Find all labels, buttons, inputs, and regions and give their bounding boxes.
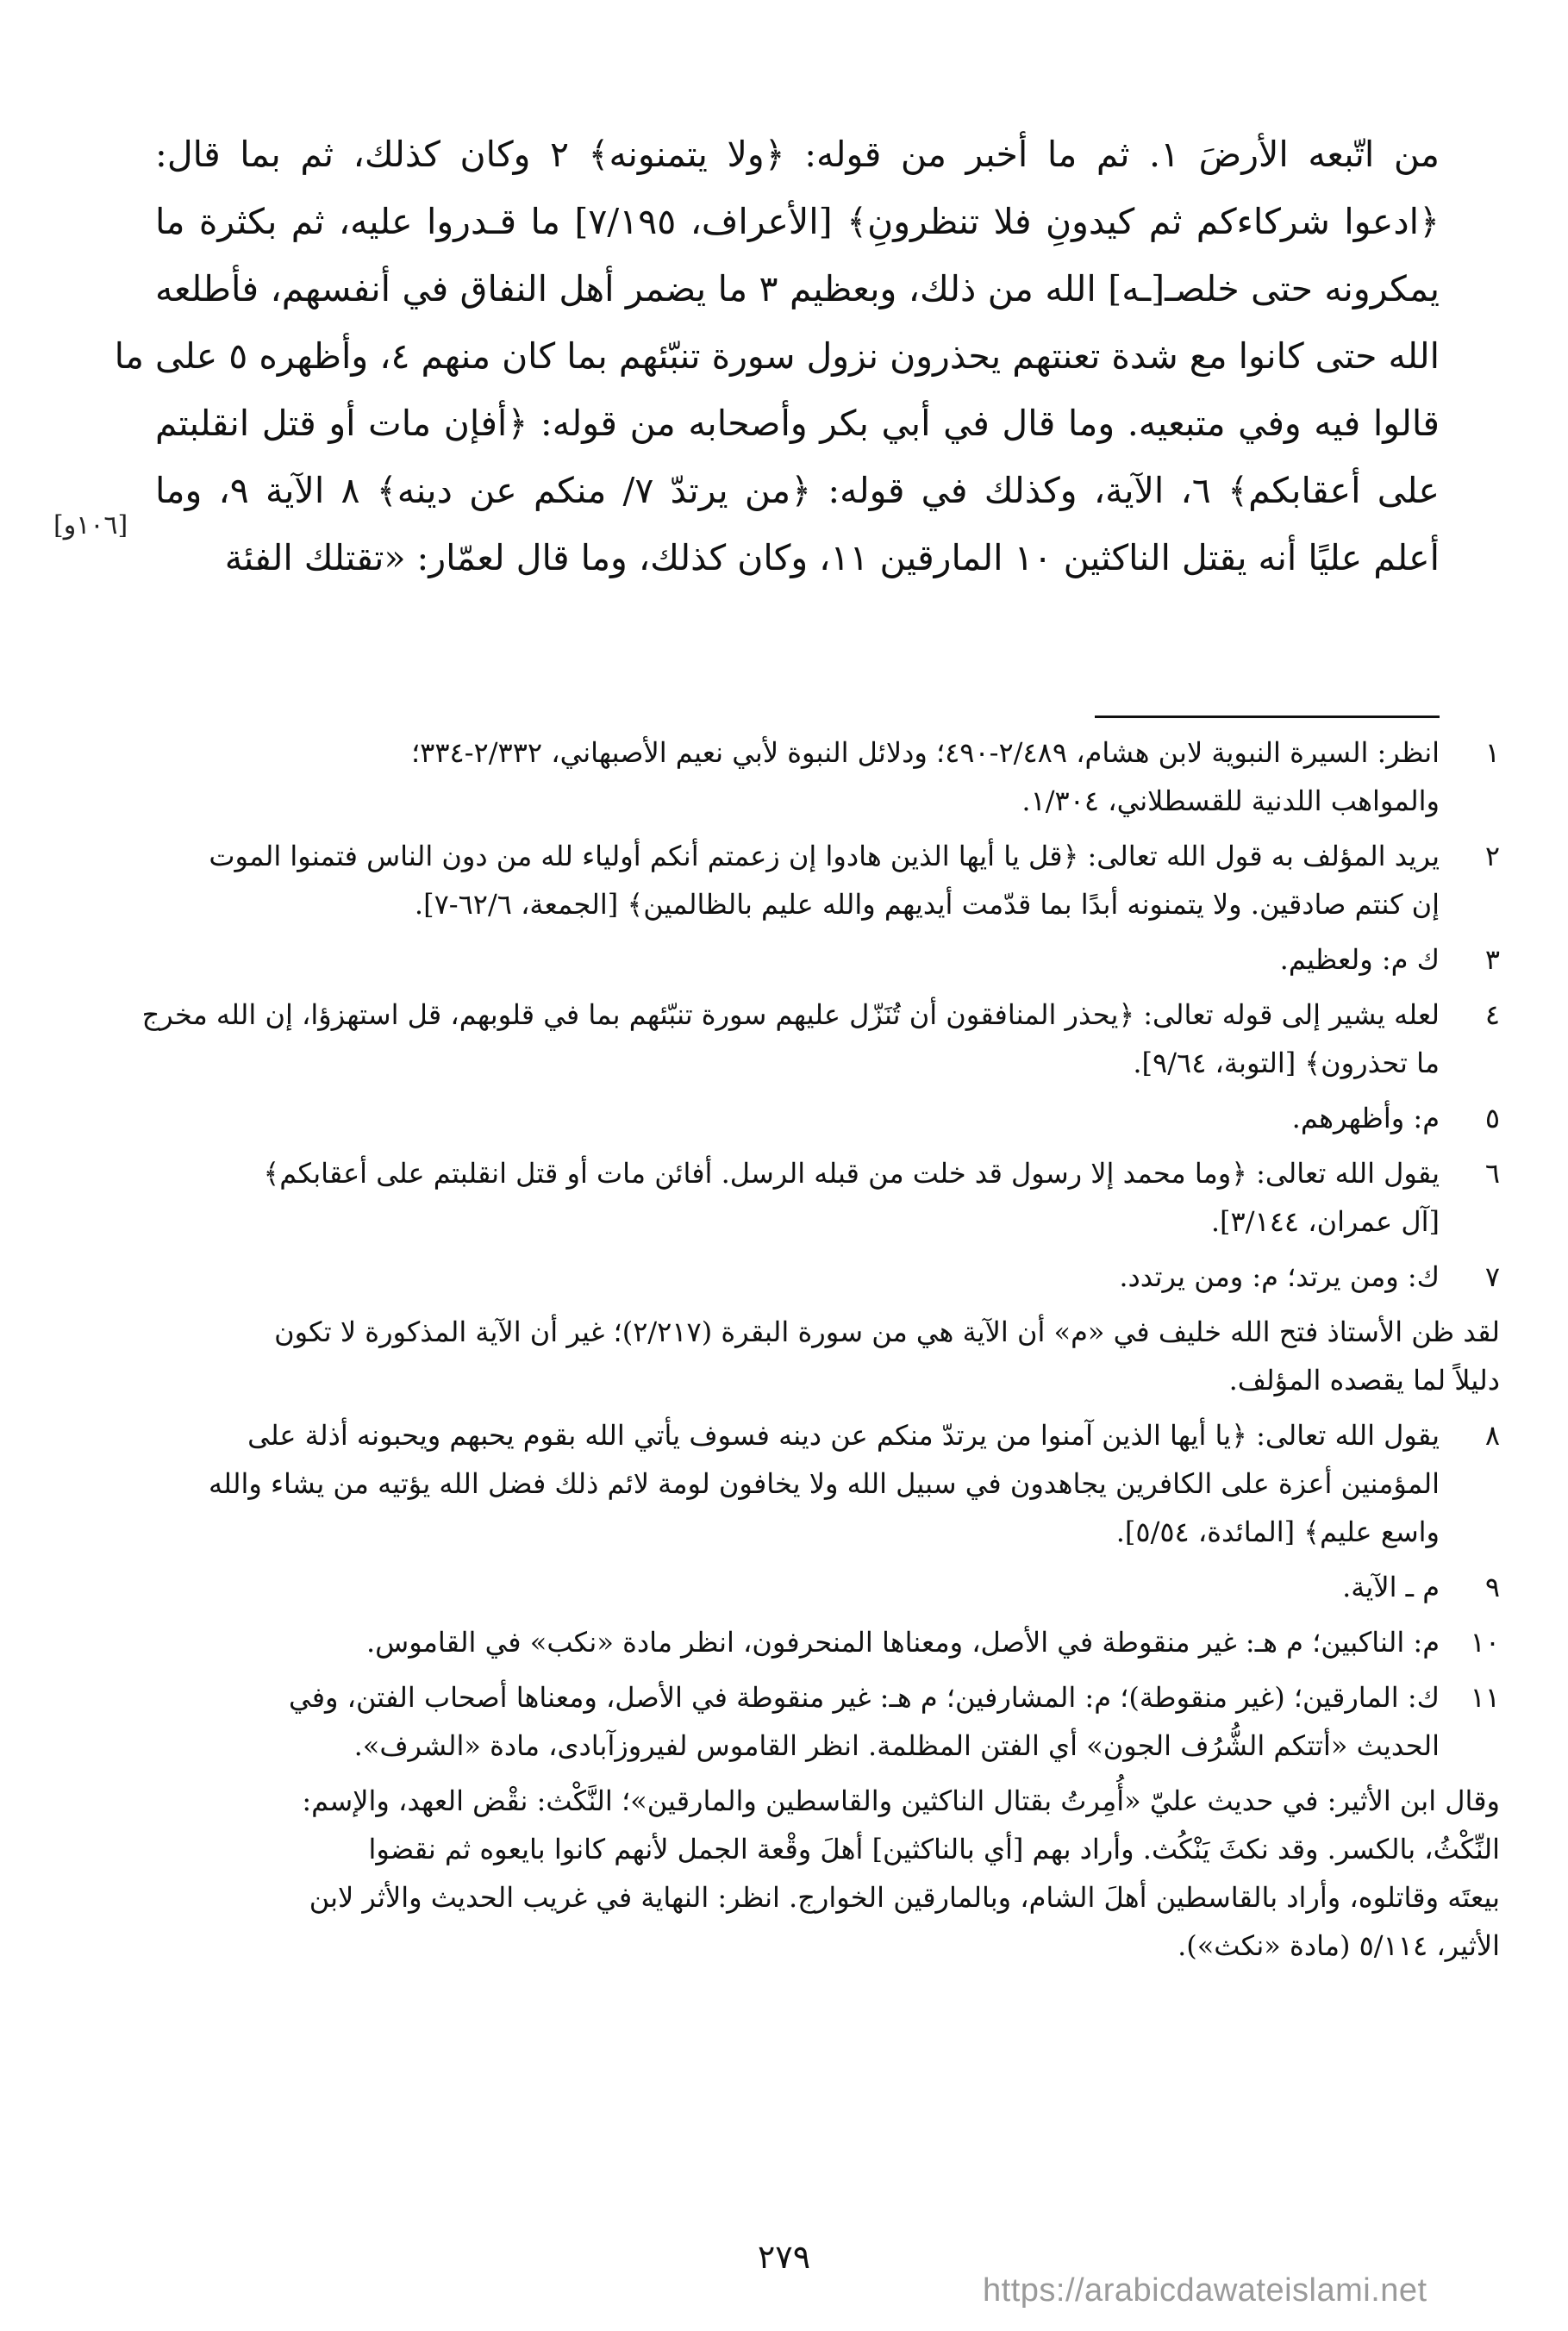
footnote-body bbox=[155, 728, 1440, 825]
main-line: من اتّبعه الأرضَ ١. ثم ما أخبر من قوله: ﴿ولا يتمنونه﴾ ٢ وكان كذلك، ثم بما قال: bbox=[155, 134, 1440, 175]
footnote-number: ٣ bbox=[1484, 943, 1500, 976]
footnote-body bbox=[155, 1253, 1440, 1301]
footnote bbox=[155, 1149, 1500, 1246]
footnote-line: الحديث «أتتكم الشُّرُف الجون» أي الفتن المظلمة. انظر القاموس لفيروزآبادى، مادة «الشرف». bbox=[353, 1729, 1440, 1762]
footnote-line: يقول الله تعالى: ﴿وما محمد إلا رسول قد خلت من قبله الرسل. أفائن مات أو قتل انقلبتم على أعقابكم﴾ bbox=[263, 1157, 1440, 1190]
footnote-body bbox=[155, 832, 1440, 928]
footnote-number: ٢ bbox=[1484, 840, 1500, 872]
footnote-line: ك م: ولعظيم. bbox=[1279, 943, 1440, 976]
footnote-body bbox=[155, 1411, 1440, 1556]
footnote-number: ١٠ bbox=[1470, 1626, 1500, 1659]
footnote-line: انظر: السيرة النبوية لابن هشام، ٢/٤٨٩-٤٩٠؛ ودلائل النبوة لأبي نعيم الأصبهاني، ٢/٣٣٢-٣٣٤؛ bbox=[410, 736, 1440, 769]
footnote bbox=[155, 1094, 1500, 1142]
footnote-line: بيعتَه وقاتلوه، وأراد بالقاسطين أهلَ الشام، وبالمارقين الخوارج. انظر: النهاية في غريب الحديث والأثر لابن bbox=[309, 1881, 1500, 1914]
footnote-continuation bbox=[155, 1308, 1500, 1404]
main-line: ﴿ادعوا شركاءكم ثم كيدونِ فلا تنظرونِ﴾ [الأعراف، ٧/١٩٥] ما قـدروا عليه، ثم بكثرة ما bbox=[155, 201, 1440, 242]
main-line: قالوا فيه وفي متبعيه. وما قال في أبي بكر وأصحابه من قوله: ﴿أفإن مات أو قتل انقلبتم bbox=[155, 403, 1440, 444]
footnote-line: دليلاً لما يقصده المؤلف. bbox=[1228, 1364, 1500, 1397]
footnote bbox=[155, 1411, 1500, 1556]
footnote-number: ٧ bbox=[1484, 1260, 1500, 1293]
footnote bbox=[155, 1563, 1500, 1611]
footnote-body bbox=[155, 1094, 1440, 1142]
footnote bbox=[155, 832, 1500, 928]
footnote-line: واسع عليم﴾ [المائدة، ٥/٥٤]. bbox=[1115, 1515, 1440, 1548]
footnote bbox=[155, 1618, 1500, 1666]
footnote-line: م: الناكبين؛ م هـ: غير منقوطة في الأصل، ومعناها المنحرفون، انظر مادة «نكب» في القاموس. bbox=[365, 1626, 1440, 1659]
footnote-body bbox=[155, 1149, 1440, 1246]
page-number: ٢٧٩ bbox=[757, 2238, 811, 2276]
footnote-line: وقال ابن الأثير: في حديث عليّ «أُمِرتُ بقتال الناكثين والقاسطين والمارقين»؛ النَّكْث: نقْض العهد، والإسم: bbox=[302, 1784, 1500, 1817]
footnote-line: المؤمنين أعزة على الكافرين يجاهدون في سبيل الله ولا يخافون لومة لائم ذلك فضل الله يؤتيه من يشاء والله bbox=[208, 1467, 1440, 1500]
footnote-line: م ـ الآية. bbox=[1342, 1571, 1440, 1603]
footnote-body bbox=[155, 935, 1440, 984]
main-line: على أعقابكم﴾ ٦، الآية، وكذلك في قوله: ﴿من يرتدّ ٧/ منكم عن دينه﴾ ٨ الآية ٩، وما bbox=[155, 470, 1440, 511]
footnote-line: يقول الله تعالى: ﴿يا أيها الذين آمنوا من يرتدّ منكم عن دينه فسوف يأتي الله بقوم يحبهم ويحبونه أذلة على bbox=[247, 1419, 1440, 1452]
footnotes bbox=[141, 728, 1500, 1970]
footnote-line: ك: ومن يرتد؛ م: ومن يرتدد. bbox=[1119, 1260, 1440, 1293]
footnote bbox=[155, 728, 1500, 825]
footnote-line: النِّكْثُ، بالكسر. وقد نكثَ يَنْكُث. وأراد بهم [أي بالناكثين] أهلَ وقْعة الجمل لأنهم كانوا بايعوه ثم نقضوا bbox=[368, 1833, 1500, 1865]
footnote-body bbox=[155, 1673, 1440, 1770]
footnote-line: إن كنتم صادقين. ولا يتمنونه أبدًا بما قدّمت أيديهم والله عليم بالظالمين﴾ [الجمعة، ٦٢/٦-٧]. bbox=[414, 888, 1440, 921]
footnote-body bbox=[142, 991, 1440, 1087]
footnote-line: ما تحذرون﴾ [التوبة، ٩/٦٤]. bbox=[1133, 1047, 1440, 1079]
footnote-number: ٦ bbox=[1484, 1157, 1500, 1190]
footnote-line: يريد المؤلف به قول الله تعالى: ﴿قل يا أيها الذين هادوا إن زعمتم أنكم أولياء لله من دون الناس فتمنوا الموت bbox=[209, 840, 1440, 872]
footnote bbox=[155, 1253, 1500, 1301]
footnote-number: ٤ bbox=[1484, 998, 1500, 1031]
footnote-line: لعله يشير إلى قوله تعالى: ﴿يحذر المنافقون أن تُنَزّل عليهم سورة تنبّئهم بما في قلوبهم، قل استهزؤا، إن الله مخرج bbox=[141, 998, 1440, 1031]
main-text bbox=[114, 121, 1440, 591]
footnote-continuation bbox=[155, 1777, 1500, 1970]
footnote-line: [آل عمران، ٣/١٤٤]. bbox=[1210, 1205, 1440, 1238]
main-line: يمكرونه حتى خلصـ[ـه] الله من ذلك، وبعظيم ٣ ما يضمر أهل النفاق في أنفسهم، فأطلعه bbox=[155, 268, 1440, 309]
footnote bbox=[141, 991, 1500, 1087]
footnote bbox=[155, 935, 1500, 984]
footnote bbox=[155, 1673, 1500, 1770]
watermark-url: https://arabicdawateislami.net bbox=[983, 2272, 1427, 2309]
footnote-number: ١ bbox=[1484, 736, 1500, 769]
folio-margin-note: [١٠٦و] bbox=[53, 510, 128, 541]
footnote-number: ٩ bbox=[1484, 1571, 1500, 1603]
footnote-number: ٥ bbox=[1484, 1102, 1500, 1134]
footnote-number: ٨ bbox=[1484, 1419, 1500, 1452]
main-line: الله حتى كانوا مع شدة تعنتهم يحذرون نزول سورة تنبّئهم بما كان منهم ٤، وأظهره ٥ على ما bbox=[114, 335, 1440, 377]
footnote-line: الأثير، ٥/١١٤ (مادة «نكث»). bbox=[1178, 1929, 1500, 1962]
footnote-number: ١١ bbox=[1470, 1681, 1500, 1714]
footnote-line: ك: المارقين؛ (غير منقوطة)؛ م: المشارفين؛ م هـ: غير منقوطة في الأصل، ومعناها أصحاب الفتن، وفي bbox=[289, 1681, 1440, 1714]
footnote-body bbox=[155, 1563, 1440, 1611]
footnote-line: والمواهب اللدنية للقسطلاني، ١/٣٠٤. bbox=[1021, 784, 1440, 817]
main-line: أعلم عليًا أنه يقتل الناكثين ١٠ المارقين ١١، وكان كذلك، وما قال لعمّار: «تقتلك الفئة bbox=[224, 537, 1440, 578]
footnote-body bbox=[155, 1618, 1440, 1666]
footnote-line: م: وأظهرهم. bbox=[1291, 1102, 1440, 1134]
footnote-separator bbox=[1095, 716, 1440, 718]
footnote-line: لقد ظن الأستاذ فتح الله خليف في «م» أن الآية هي من سورة البقرة (٢/٢١٧)؛ غير أن الآية المذكورة لا تكون bbox=[274, 1315, 1500, 1348]
